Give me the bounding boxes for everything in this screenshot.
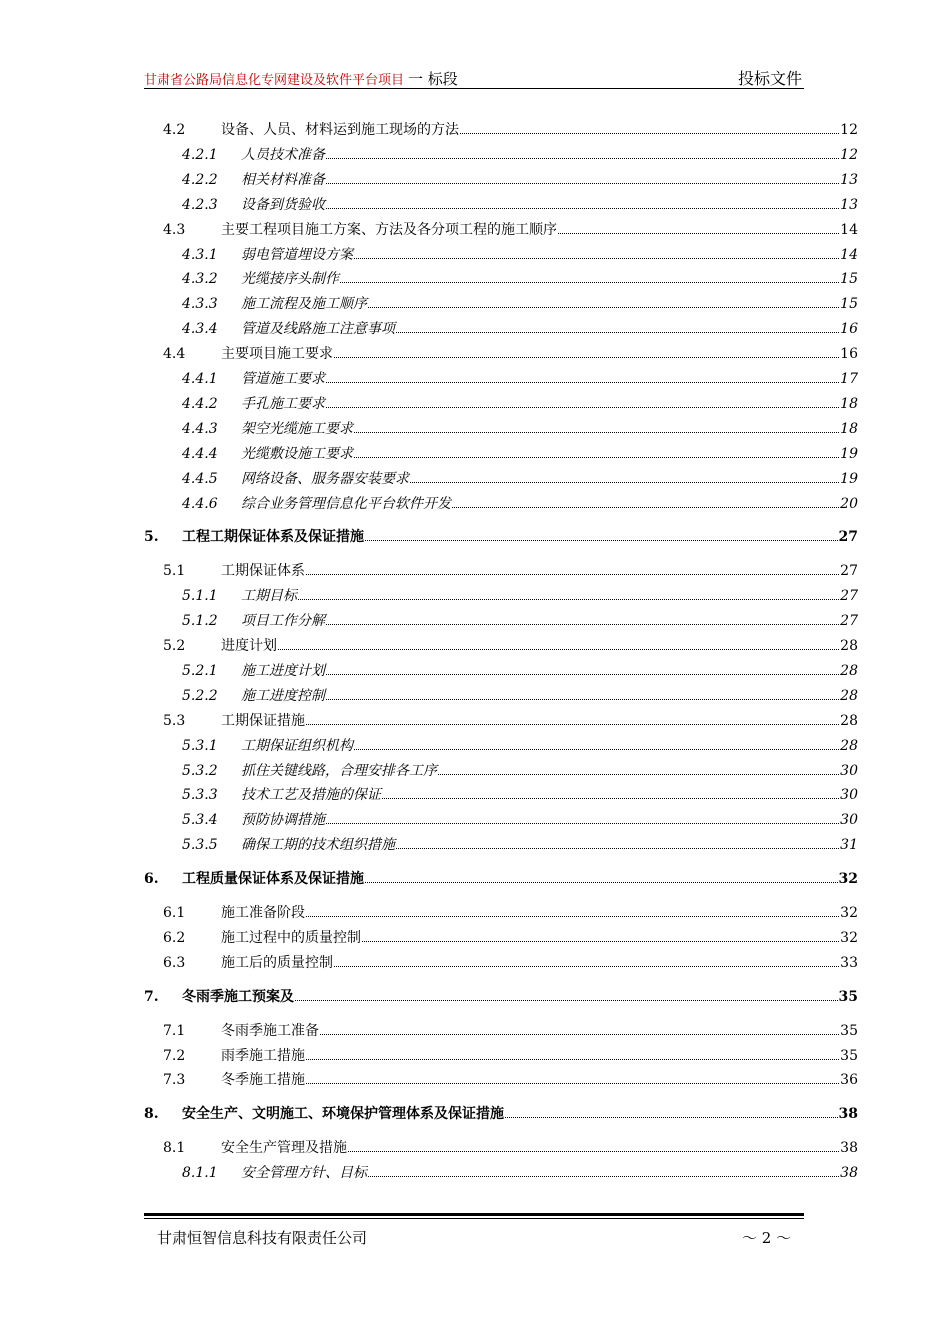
- toc-entry-number: 4.4.6: [182, 495, 218, 512]
- toc-entry-page: 19: [840, 470, 858, 487]
- toc-entry[interactable]: [182, 169, 858, 189]
- toc-entry-page: 36: [840, 1072, 858, 1089]
- toc-entry-number: 4.2.2: [182, 171, 218, 188]
- toc-entry-page: 28: [840, 687, 858, 704]
- toc-entry[interactable]: [163, 119, 858, 139]
- toc-entry[interactable]: [144, 868, 858, 888]
- toc-entry-page: 27: [838, 529, 858, 546]
- toc-entry-page: 38: [840, 1165, 858, 1182]
- toc-entry-title: 抓住关键线路，合理安排各工序: [241, 762, 437, 779]
- toc-dot-leader: [410, 481, 839, 483]
- toc-dot-leader: [295, 999, 838, 1001]
- toc-entry[interactable]: [182, 418, 858, 438]
- toc-entry-number: 5.: [144, 529, 159, 546]
- toc-entry-page: 13: [840, 171, 858, 188]
- toc-entry-page: 18: [840, 420, 858, 437]
- toc-dot-leader: [306, 1082, 839, 1084]
- toc-entry[interactable]: [163, 1069, 858, 1089]
- toc-entry[interactable]: [182, 660, 858, 680]
- toc-entry-title: 施工流程及施工顺序: [241, 296, 367, 313]
- toc-entry-title: 架空光缆施工要求: [241, 420, 353, 437]
- toc-dot-leader: [326, 207, 839, 209]
- footer-rule-thick: [144, 1213, 804, 1216]
- toc-entry-number: 6.2: [163, 929, 186, 946]
- toc-entry-number: 4.3.2: [182, 271, 218, 288]
- toc-entry-number: 4.3: [163, 221, 186, 238]
- toc-entry-title: 安全生产管理及措施: [221, 1140, 347, 1157]
- toc-entry-number: 5.3.3: [182, 787, 218, 804]
- toc-dot-leader: [326, 673, 839, 675]
- toc-entry-number: 5.2: [163, 638, 186, 654]
- toc-entry-title: 施工过程中的质量控制: [221, 929, 361, 946]
- toc-entry-page: 35: [840, 1047, 858, 1064]
- toc-entry-title: 人员技术准备: [241, 146, 325, 163]
- toc-entry[interactable]: [182, 468, 858, 488]
- toc-dot-leader: [382, 797, 839, 799]
- toc-entry-number: 5.1.1: [182, 588, 218, 605]
- toc-entry-title: 光缆敷设施工要求: [241, 445, 353, 462]
- toc-dot-leader: [326, 381, 839, 383]
- toc-entry-title: 工期保证体系: [221, 563, 305, 580]
- toc-entry-page: 12: [840, 122, 858, 138]
- toc-entry-title: 预防协调措施: [241, 812, 325, 829]
- toc-entry-number: 5.2.2: [182, 687, 218, 704]
- toc-entry-page: 28: [840, 712, 858, 729]
- toc-entry[interactable]: [182, 393, 858, 413]
- header-lot: 一 标段: [408, 70, 458, 88]
- toc-entry[interactable]: [182, 368, 858, 388]
- toc-entry[interactable]: [182, 1162, 858, 1182]
- toc-dot-leader: [306, 573, 839, 575]
- toc-dot-leader: [368, 306, 839, 308]
- toc-entry[interactable]: [182, 610, 858, 630]
- toc-dot-leader: [334, 356, 839, 358]
- toc-entry-number: 8.: [144, 1106, 159, 1123]
- toc-entry-page: 32: [840, 929, 858, 946]
- toc-entry-title: 设备到货验收: [241, 196, 325, 213]
- toc-entry-title: 相关材料准备: [241, 171, 325, 188]
- toc-dot-leader: [278, 648, 839, 650]
- toc-entry-page: 30: [840, 812, 858, 829]
- toc-entry-number: 4.2.1: [182, 146, 218, 163]
- toc-entry-number: 8.1: [163, 1140, 186, 1157]
- toc-entry-title: 施工进度计划: [241, 662, 325, 679]
- toc-dot-leader: [452, 506, 839, 508]
- header-project-title: 甘肃省公路局信息化专网建设及软件平台项目 一 标段: [144, 70, 458, 88]
- toc-dot-leader: [558, 232, 839, 234]
- toc-entry-page: 28: [840, 638, 858, 654]
- toc-entry-title: 管道及线路施工注意事项: [241, 321, 395, 338]
- toc-entry-title: 进度计划: [221, 638, 277, 654]
- toc-entry[interactable]: [163, 952, 858, 972]
- toc-entry-page: 27: [840, 588, 858, 605]
- toc-entry-number: 4.4: [163, 346, 186, 363]
- toc-dot-leader: [326, 406, 839, 408]
- toc-entry[interactable]: [182, 144, 858, 164]
- toc-dot-leader: [396, 331, 839, 333]
- toc-entry-number: 4.3.4: [182, 321, 218, 338]
- toc-entry-number: 4.2.3: [182, 196, 218, 213]
- toc-entry-page: 32: [838, 871, 858, 888]
- toc-entry-page: 35: [838, 988, 858, 1005]
- toc-entry-title: 安全生产、文明施工、环境保护管理体系及保证措施: [182, 1106, 504, 1123]
- toc-dot-leader: [460, 132, 839, 134]
- toc-entry-title: 管道施工要求: [241, 371, 325, 387]
- toc-entry-page: 38: [840, 1140, 858, 1157]
- toc-entry-page: 28: [840, 662, 858, 679]
- toc-entry-number: 5.2.1: [182, 662, 218, 679]
- toc-entry-page: 16: [840, 321, 858, 338]
- toc-entry-title: 工程质量保证体系及保证措施: [182, 871, 364, 888]
- toc-entry-title: 施工进度控制: [241, 687, 325, 704]
- toc-entry-page: 19: [840, 445, 858, 462]
- toc-entry-number: 4.4.4: [182, 445, 218, 462]
- toc-entry[interactable]: [182, 784, 858, 804]
- toc-entry-number: 7.3: [163, 1072, 186, 1089]
- toc-entry-number: 4.4.1: [182, 371, 218, 387]
- toc-dot-leader: [365, 539, 838, 541]
- toc-dot-leader: [320, 1033, 839, 1035]
- page-header: [144, 66, 804, 89]
- toc-dot-leader: [326, 623, 839, 625]
- toc-entry-page: 20: [840, 495, 858, 512]
- toc-entry-title: 冬雨季施工准备: [221, 1022, 319, 1039]
- toc-dot-leader: [340, 281, 839, 283]
- footer-rule-thin: [144, 1218, 804, 1219]
- toc-entry-title: 安全管理方针、目标: [241, 1165, 367, 1182]
- toc-entry-page: 16: [840, 346, 858, 363]
- toc-entry-page: 32: [840, 905, 858, 921]
- toc-entry[interactable]: [163, 343, 858, 363]
- toc-entry-number: 5.1.2: [182, 613, 218, 630]
- toc-dot-leader: [354, 431, 839, 433]
- toc-entry-title: 综合业务管理信息化平台软件开发: [241, 495, 451, 512]
- toc-entry-title: 工期保证组织机构: [241, 737, 353, 754]
- toc-entry-number: 6.1: [163, 905, 186, 921]
- header-doc-type: 投标文件: [737, 69, 802, 88]
- toc-entry-title: 主要工程项目施工方案、方法及各分项工程的施工顺序: [221, 221, 557, 238]
- toc-entry-title: 冬雨季施工预案及: [182, 988, 294, 1005]
- toc-entry-number: 5.3.1: [182, 737, 218, 754]
- toc-entry[interactable]: [163, 710, 858, 730]
- toc-dot-leader: [368, 1175, 839, 1177]
- toc-dot-leader: [365, 881, 838, 883]
- toc-entry-title: 光缆接序头制作: [241, 271, 339, 288]
- toc-entry[interactable]: [182, 809, 858, 829]
- toc-entry-title: 确保工期的技术组织措施: [241, 837, 395, 854]
- toc-dot-leader: [326, 698, 839, 700]
- toc-entry[interactable]: [182, 735, 858, 755]
- toc-entry-number: 5.1: [163, 563, 186, 580]
- toc-dot-leader: [326, 822, 839, 824]
- footer-page-number: ～ 2 ～: [742, 1229, 792, 1247]
- toc-entry-number: 5.3: [163, 712, 186, 729]
- toc-entry-page: 33: [840, 954, 858, 971]
- toc-entry-number: 7.1: [163, 1022, 186, 1039]
- toc-dot-leader: [354, 257, 839, 259]
- toc-entry-title: 工程工期保证体系及保证措施: [182, 529, 364, 546]
- toc-entry-page: 35: [840, 1022, 858, 1039]
- toc-entry[interactable]: [182, 268, 858, 288]
- toc-entry-page: 27: [840, 613, 858, 630]
- toc-entry-number: 5.3.4: [182, 812, 218, 829]
- toc-dot-leader: [326, 157, 839, 159]
- toc-entry-number: 4.4.3: [182, 420, 218, 437]
- toc-entry-number: 5.3.2: [182, 762, 218, 779]
- toc-entry-page: 12: [840, 146, 858, 163]
- toc-entry[interactable]: [144, 526, 858, 546]
- toc-entry[interactable]: [182, 194, 858, 214]
- toc-dot-leader: [326, 182, 839, 184]
- toc-entry-title: 网络设备、服务器安装要求: [241, 470, 409, 487]
- toc-entry[interactable]: [163, 635, 858, 655]
- toc-entry[interactable]: [182, 293, 858, 313]
- toc-entry[interactable]: [182, 443, 858, 463]
- toc-entry-page: 14: [840, 221, 858, 238]
- toc-entry[interactable]: [182, 318, 858, 338]
- toc-dot-leader: [334, 965, 839, 967]
- toc-entry-number: 5.3.5: [182, 837, 218, 854]
- toc-entry-number: 4.3.3: [182, 296, 218, 313]
- toc-entry-title: 工期保证措施: [221, 712, 305, 729]
- toc-entry[interactable]: [182, 585, 858, 605]
- toc-dot-leader: [354, 748, 839, 750]
- toc-entry[interactable]: [163, 1045, 858, 1065]
- toc-entry[interactable]: [182, 760, 858, 780]
- toc-dot-leader: [438, 773, 839, 775]
- toc-entry-title: 技术工艺及措施的保证: [241, 787, 381, 804]
- toc-dot-leader: [306, 1058, 839, 1060]
- toc-entry-number: 7.: [144, 988, 159, 1005]
- toc-entry-title: 设备、人员、材料运到施工现场的方法: [221, 122, 459, 138]
- toc-entry-title: 施工后的质量控制: [221, 954, 333, 971]
- toc-entry-title: 雨季施工措施: [221, 1047, 305, 1064]
- toc-entry-number: 6.: [144, 871, 159, 888]
- toc-entry-number: 4.2: [163, 122, 186, 138]
- toc-dot-leader: [396, 847, 839, 849]
- toc-entry-page: 28: [840, 737, 858, 754]
- toc-dot-leader: [348, 1150, 839, 1152]
- toc-entry-page: 13: [840, 196, 858, 213]
- toc-entry[interactable]: [163, 1137, 858, 1157]
- toc-entry-title: 项目工作分解: [241, 613, 325, 630]
- toc-dot-leader: [354, 456, 839, 458]
- toc-entry-number: 4.4.2: [182, 395, 218, 412]
- toc-entry-title: 施工准备阶段: [221, 905, 305, 921]
- toc-entry[interactable]: [163, 1020, 858, 1040]
- toc-entry[interactable]: [144, 986, 858, 1006]
- toc-entry[interactable]: [163, 902, 858, 922]
- toc-entry-title: 弱电管道埋设方案: [241, 246, 353, 263]
- toc-entry-title: 冬季施工措施: [221, 1072, 305, 1089]
- toc-entry[interactable]: [144, 1103, 858, 1123]
- toc-entry-page: 15: [840, 296, 858, 313]
- toc-entry-title: 主要项目施工要求: [221, 346, 333, 363]
- toc-entry-number: 7.2: [163, 1047, 186, 1064]
- toc-entry-number: 6.3: [163, 954, 186, 971]
- toc-entry-number: 8.1.1: [182, 1165, 218, 1182]
- toc-dot-leader: [362, 940, 839, 942]
- toc-entry-title: 工期目标: [241, 588, 297, 605]
- toc-entry[interactable]: [182, 685, 858, 705]
- toc-entry[interactable]: [163, 219, 858, 239]
- toc-entry-page: 15: [840, 271, 858, 288]
- toc-entry[interactable]: [182, 244, 858, 264]
- toc-entry-page: 31: [840, 837, 858, 854]
- toc-dot-leader: [298, 598, 839, 600]
- toc-entry[interactable]: [182, 493, 858, 513]
- toc-entry-page: 30: [840, 787, 858, 804]
- toc-entry[interactable]: [182, 834, 858, 854]
- toc-entry-title: 手孔施工要求: [241, 395, 325, 412]
- toc-dot-leader: [306, 915, 839, 917]
- toc-entry-page: 30: [840, 762, 858, 779]
- toc-dot-leader: [505, 1116, 838, 1118]
- toc-entry-page: 38: [838, 1106, 858, 1123]
- footer-company: 甘肃恒智信息科技有限责任公司: [157, 1229, 368, 1247]
- toc-entry-page: 14: [840, 246, 858, 263]
- toc-entry-number: 4.3.1: [182, 246, 218, 263]
- toc-entry-number: 4.4.5: [182, 470, 218, 487]
- toc-entry[interactable]: [163, 560, 858, 580]
- toc-entry-page: 18: [840, 395, 858, 412]
- toc-entry-page: 27: [840, 563, 858, 580]
- toc-entry[interactable]: [163, 927, 858, 947]
- toc-dot-leader: [306, 723, 839, 725]
- toc-entry-page: 17: [840, 371, 858, 387]
